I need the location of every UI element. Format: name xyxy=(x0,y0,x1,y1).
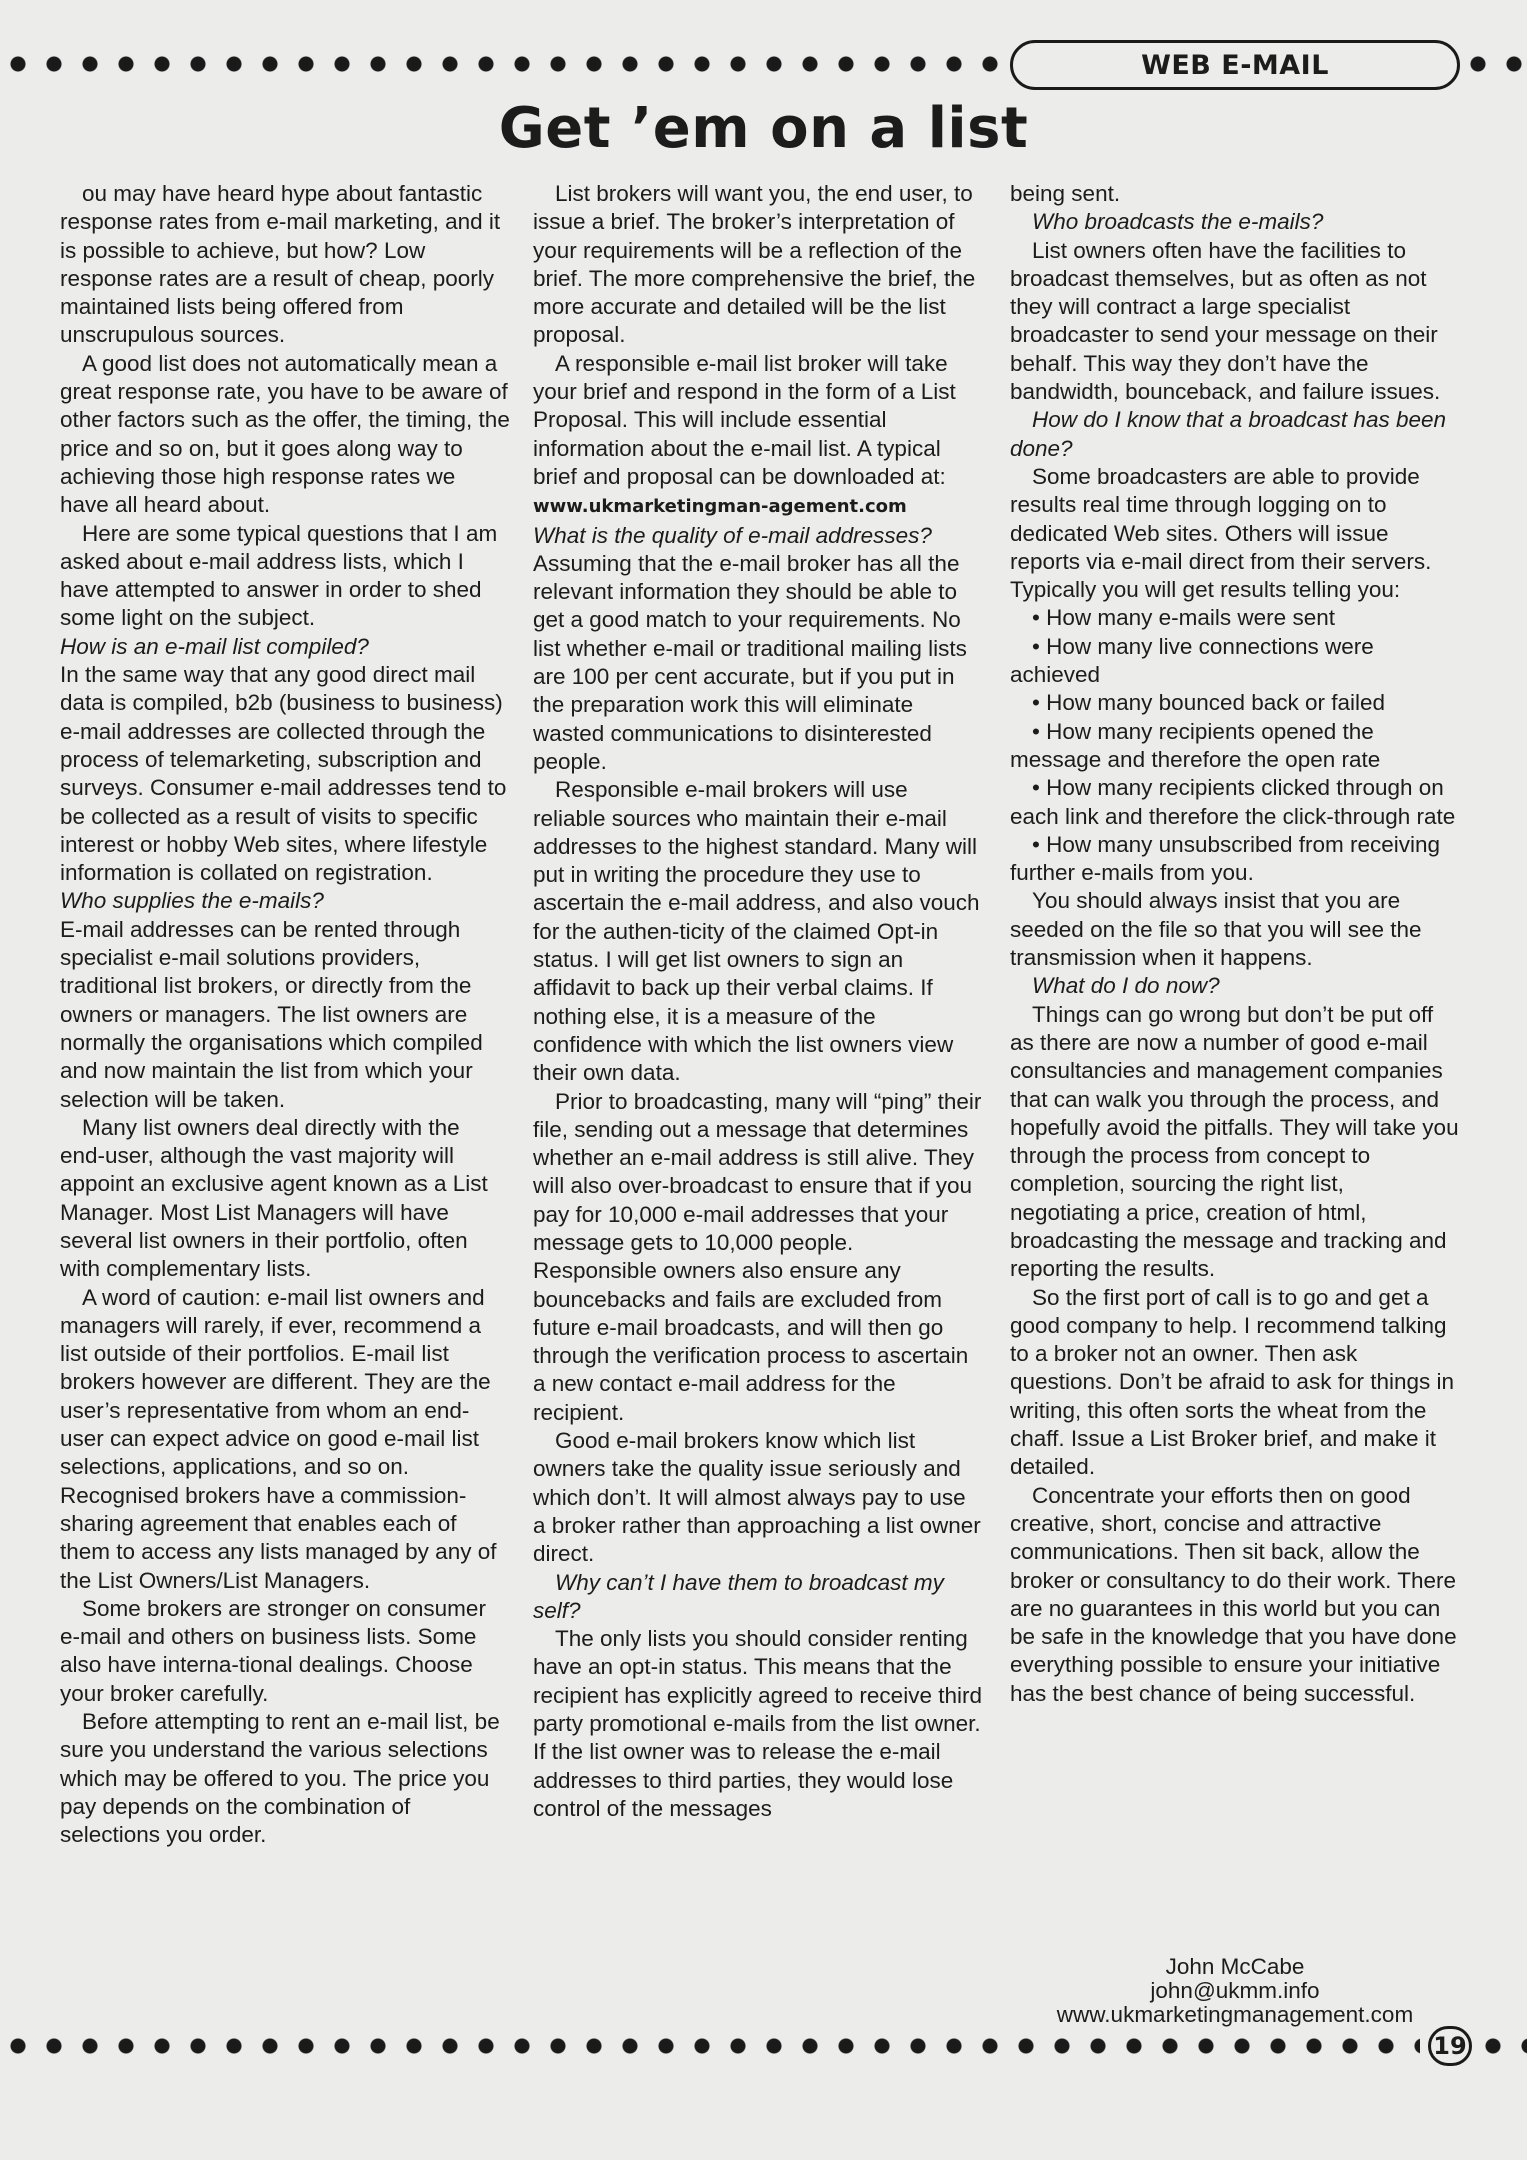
dot-rule-bottom xyxy=(0,2034,1420,2058)
section-tab xyxy=(1010,40,1460,90)
paragraph: Good e-mail brokers know which list owners take the quality issue seriously and which don’t. It will almost always pay to use a broker rather than approaching a list owner direct. xyxy=(533,1428,981,1567)
subheading: Why can’t I have them to broadcast my self? xyxy=(533,1569,944,1623)
paragraph: ou may have heard hype about fantastic response rates from e-mail marketing, and it is possible to achieve, but how? Low response rates are a result of cheap, poorly maintained lists being offered from unscrupulous sources. xyxy=(60,181,501,348)
paragraph: A word of caution: e-mail list owners and managers will rarely, if ever, recommend a list outside of their portfolios. E-mail list brokers however are different. They are the user’s representative from whom an end-user can expect advice on good e-mail list selections, applications, and so on. Recognised brokers have a commission-sharing agreement that enables each of them to access any lists managed by any of the List Owners/List Managers. xyxy=(60,1284,497,1593)
paragraph: In the same way that any good direct mail data is compiled, b2b (business to business) e-mail addresses are collected through the process of telemarketing, subscription and surveys. Consumer e-mail addresses tend to be collected as a result of visits to specific interest or hobby Web sites, where lifestyle information is collated on registration. xyxy=(60,662,507,886)
subheading: What is the quality of e-mail addresses? xyxy=(533,522,932,548)
bullet-item: • How many e-mails were sent xyxy=(1032,605,1335,631)
paragraph: So the first port of call is to go and get a good company to help. I recommend talking to a broker not an owner. Then ask questions. Don’t be afraid to ask for things in writing, this often sorts the wheat from the chaff. Issue a List Broker brief, and make it detailed. xyxy=(1010,1284,1455,1480)
article-column-3 xyxy=(1010,180,1460,1708)
subheading: How is an e-mail list compiled? xyxy=(60,633,369,659)
paragraph: Some brokers are stronger on consumer e-mail and others on business lists. Some also have interna-tional dealings. Choose your broker carefully. xyxy=(60,1595,486,1706)
subheading: Who broadcasts the e-mails? xyxy=(1032,209,1324,235)
paragraph: List brokers will want you, the end user, to issue a brief. The broker’s interpretation of your requirements will be a reflection of the brief. The more comprehensive the brief, the more accurate and detailed will be the list proposal. xyxy=(533,181,976,348)
paragraph: List owners often have the facilities to broadcast themselves, but as often as not they will contract a large specialist broadcaster to send your message on their behalf. This way they don’t have the bandwidth, bounceback, and failure issues. xyxy=(1010,237,1441,405)
bullet-item: • How many live connections were achieved xyxy=(1010,633,1374,688)
bullet-item: • How many bounced back or failed xyxy=(1032,690,1386,716)
paragraph: being sent. xyxy=(1010,181,1121,206)
paragraph: Some broadcasters are able to provide results real time through logging on to dedicated Web sites. Others will issue reports via e-mail direct from their servers. Typically you will get results telling you: xyxy=(1010,463,1432,603)
paragraph: Concentrate your efforts then on good creative, short, concise and attractive communications. Then sit back, allow the broker or consultancy to do their work. There are no guarantees in this world but you can be safe in the knowledge that you have done everything possible to ensure your initiative has the best chance of being successful. xyxy=(1010,1482,1457,1706)
paragraph: E-mail addresses can be rented through specialist e-mail solutions providers, traditional list brokers, or directly from the owners or managers. The list owners are normally the organisations which compiled and now maintain the list from which your selection will be taken. xyxy=(60,916,483,1112)
paragraph: Many list owners deal directly with the end-user, although the vast majority will appoint an exclusive agent known as a List Manager. Most List Managers will have several list owners in their portfolio, often with complementary lists. xyxy=(60,1114,488,1282)
page-number-label: 19 xyxy=(1433,2032,1467,2060)
bullet-item: • How many recipients opened the message and therefore the open rate xyxy=(1010,718,1381,772)
dot-rule-top-end xyxy=(1460,52,1527,76)
paragraph: Before attempting to rent an e-mail list, be sure you understand the various selections which may be offered to you. The price you pay depends on the combination of selections you order. xyxy=(60,1709,500,1848)
author-email: john@ukmm.info xyxy=(1150,1978,1320,2003)
subheading: What do I do now? xyxy=(1032,973,1220,999)
section-label: WEB E-MAIL xyxy=(1141,49,1329,81)
paragraph: A responsible e-mail list broker will take your brief and respond in the form of a List Proposal. This will include essential information about the e-mail list. A typical brief and proposal can be downloaded at: www.ukmarketingman-agement.com xyxy=(533,350,956,518)
paragraph: Things can go wrong but don’t be put off as there are now a number of good e-mail consultancies and management companies that can walk you through the process, and hopefully avoid the pitfalls. They will take you through the process from concept to completion, sourcing the right list, negotiating a price, creation of html, broadcasting the message and tracking and reporting the results. xyxy=(1010,1001,1459,1282)
author-name: John McCabe xyxy=(1165,1954,1305,1979)
subheading: Who supplies the e-mails? xyxy=(60,888,324,914)
dot-rule-bottom-end xyxy=(1475,2034,1527,2058)
paragraph: Responsible e-mail brokers will use reliable sources who maintain their e-mail addresses to the highest standard. Many will put in writing the procedure they use to ascertain the e-mail address, and also vouch for the authen-ticity of the claimed Opt-in status. I will get list owners to sign an affidavit to back up their verbal claims. If nothing else, it is a measure of the confidence with which the list owners view their own data. xyxy=(533,777,980,1086)
download-url[interactable]: www.ukmarketingman-agement.com xyxy=(533,496,907,518)
headline: Get ’em on a list xyxy=(498,96,1029,161)
subheading: How do I know that a broadcast has been done? xyxy=(1010,407,1447,461)
author-signature xyxy=(1010,1955,1460,2027)
dot-rule-top xyxy=(0,52,1010,76)
paragraph: Assuming that the e-mail broker has all the relevant information they should be able to get a good match to your requirements. No list whether e-mail or traditional mailing lists are 100 per cent accurate, but if you put in the preparation work this will eliminate wasted communications to disinterested people. xyxy=(533,550,967,774)
paragraph: A good list does not automatically mean a great response rate, you have to be aware of other factors such as the offer, the timing, the price and so on, but it goes along way to achieving those high response rates we have all heard about. xyxy=(60,350,510,518)
bullet-item: • How many recipients clicked through on each link and therefore the click-through rate xyxy=(1010,775,1456,829)
author-website: www.ukmarketingmanagement.com xyxy=(1056,2002,1414,2027)
article-column-1 xyxy=(60,180,510,1850)
paragraph: You should always insist that you are seeded on the file so that you will see the transmission when it happens. xyxy=(1010,888,1422,971)
article-column-2 xyxy=(533,180,983,1823)
bullet-item: • How many unsubscribed from receiving further e-mails from you. xyxy=(1010,831,1441,886)
paragraph: The only lists you should consider renting have an opt-in status. This means that the recipient has explicitly agreed to receive third party promotional e-mails from the list owner. If the list owner was to release the e-mail addresses to third parties, they would lose control of the messages xyxy=(533,1626,982,1821)
paragraph: Here are some typical questions that I am asked about e-mail address lists, which I have attempted to answer in order to shed some light on the subject. xyxy=(60,520,498,631)
page-number xyxy=(1428,2026,1472,2066)
paragraph: Prior to broadcasting, many will “ping” their file, sending out a message that determines whether an e-mail address is still alive. They will also over-broadcast to ensure that if you pay for 10,000 e-mail addresses that your message gets to 10,000 people. Responsible owners also ensure any bouncebacks and fails are excluded from future e-mail broadcasts, and will then go through the verification process to ascertain a new contact e-mail address for the recipient. xyxy=(533,1088,982,1425)
